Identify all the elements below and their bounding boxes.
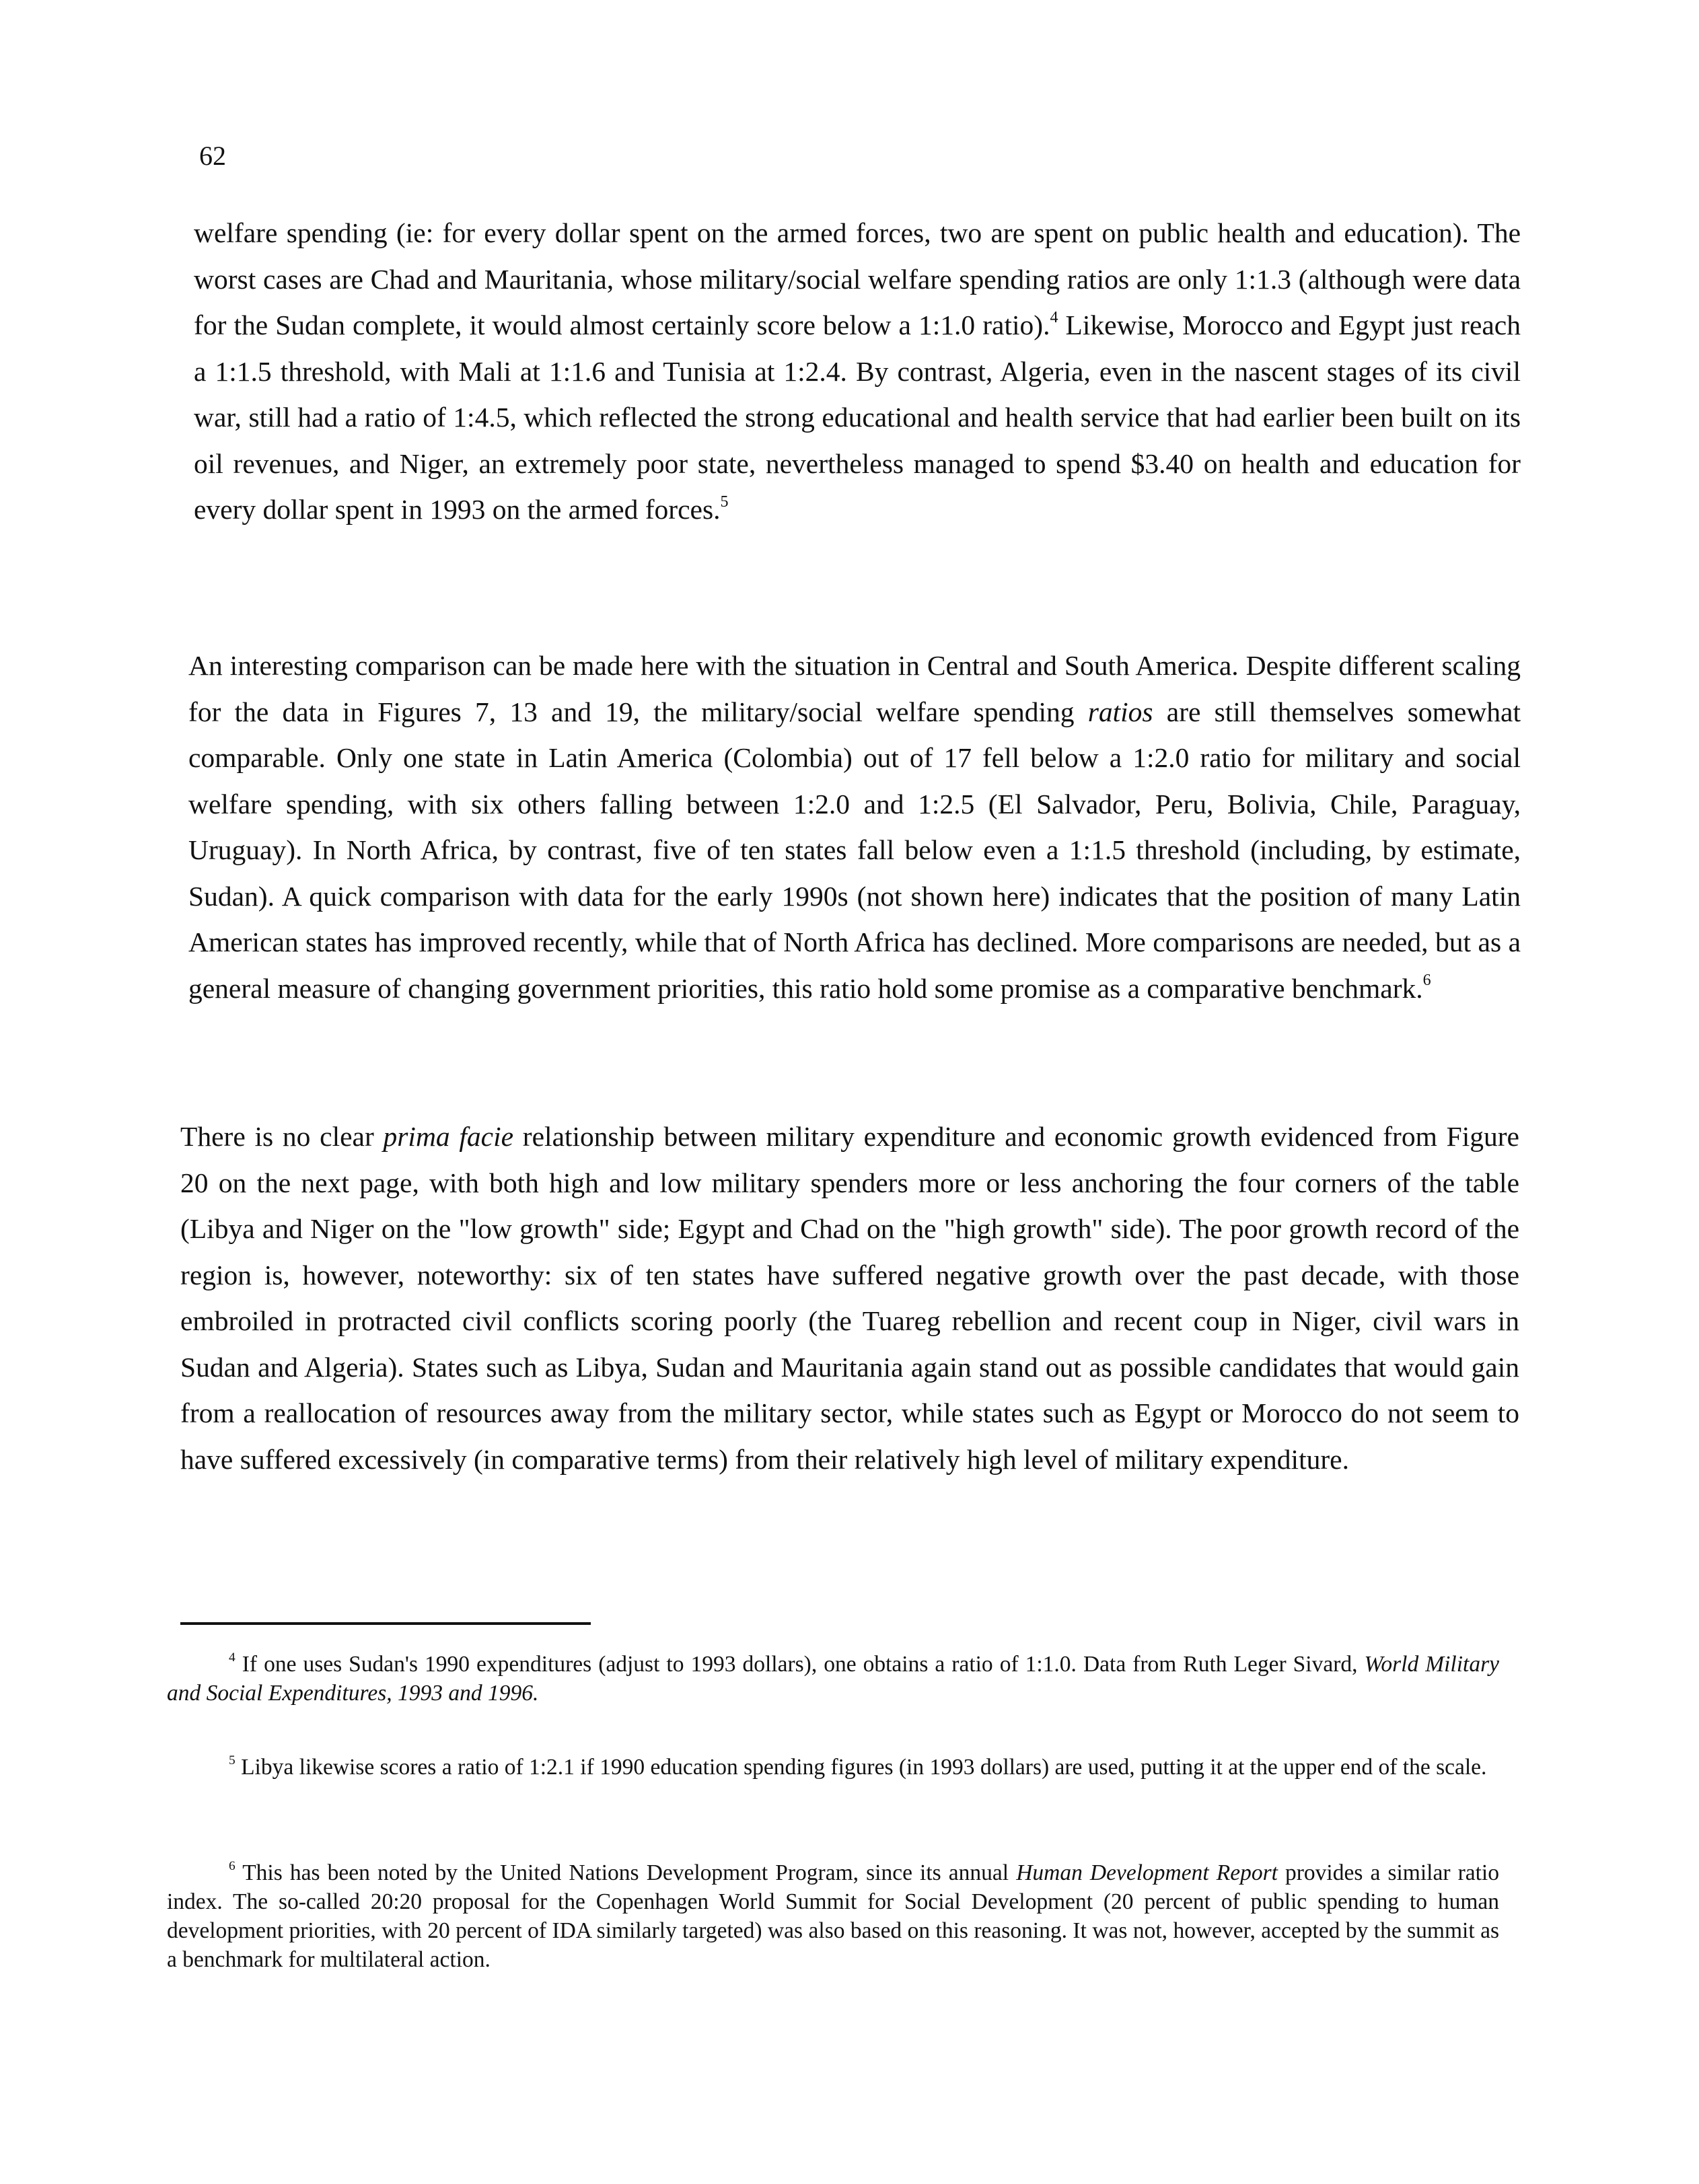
- footnote: [167, 1858, 1499, 1974]
- footnote-text: This has been noted by the United Nations Development Program, since its annual: [235, 1860, 1017, 1885]
- paragraph-text: Likewise, Morocco and Egypt just reach a 1:1.5 threshold, with Mali at 1:1.6 and Tunisia at 1:2.4. By contrast, Algeria, even in the nascent stages of its civil war, still had a ratio of 1:4.5, which reflected the strong educational and health service that had earlier been built on its oil revenues, and Niger, an extremely poor state, nevertheless managed to spend $3.40 on health and education for every dollar spent in 1993 on the armed forces.: [194, 310, 1521, 525]
- footnote-separator: [180, 1622, 591, 1625]
- footnote-reference[interactable]: 4: [1050, 308, 1058, 326]
- footnote-reference[interactable]: 5: [720, 493, 729, 511]
- footnote-citation-title: World Military and Social Expenditures, 1993 and 1996.: [167, 1652, 1500, 1706]
- footnote: [167, 1753, 1499, 1782]
- paragraph-text: relationship between military expenditure and economic growth evidenced from Figure 20 on the next page, with both high and low military spenders more or less anchoring the four corners of the table (Libya and Niger on the "low growth" side; Egypt and Chad on the "high growth" side). The poor growth record of the region is, however, noteworthy: six of ten states have suffered negative growth over the past decade, with those embroiled in protracted civil conflicts scoring poorly (the Tuareg rebellion and recent coup in Niger, civil wars in Sudan and Algeria). States such as Libya, Sudan and Mauritania again stand out as possible candidates that would gain from a reallocation of resources away from the military sector, while states such as Egypt or Morocco do not seem to have suffered excessively (in comparative terms) from their relatively high level of military expenditure.: [180, 1121, 1519, 1475]
- paragraph-text: are still themselves somewhat comparable. Only one state in Latin America (Colombia) out of 17 fell below a 1:2.0 ratio for military and social welfare spending, with six others falling between 1:2.0 and 1:2.5 (El Salvador, Peru, Bolivia, Chile, Paraguay, Uruguay). In North Africa, by contrast, five of ten states fall below even a 1:1.5 threshold (including, by estimate, Sudan). A quick comparison with data for the early 1990s (not shown here) indicates that the position of many Latin American states has improved recently, while that of North Africa has declined. More comparisons are needed, but as a general measure of changing government priorities, this ratio hold some promise as a comparative benchmark.: [188, 696, 1521, 1004]
- body-paragraph: [180, 1114, 1519, 1482]
- footnote-number: 4: [229, 1650, 236, 1665]
- footnote-citation-title: Human Development Report: [1016, 1860, 1278, 1885]
- footnote-text: provides a similar ratio index. The so-called 20:20 proposal for the Copenhagen World Summit for Social Development (20 percent of public spending to human development priorities, with 20 percent of IDA similarly targeted) was also based on this reasoning. It was not, however, accepted by the summit as a benchmark for multilateral action.: [167, 1860, 1499, 1972]
- footnote-reference[interactable]: 6: [1422, 972, 1431, 990]
- body-paragraph: [188, 643, 1521, 1011]
- emphasized-text: prima facie: [383, 1121, 514, 1152]
- paragraph-text: There is no clear: [180, 1121, 384, 1152]
- footnote-number: 6: [229, 1858, 236, 1873]
- paragraph-text: An interesting comparison can be made here with the situation in Central and South America. Despite different scaling for the data in Figures 7, 13 and 19, the military/social welfare spending: [188, 650, 1521, 727]
- footnote-text: Libya likewise scores a ratio of 1:2.1 if 1990 education spending figures (in 1993 dollars) are used, putting it at the upper end of the scale.: [235, 1755, 1487, 1780]
- body-paragraph: [194, 210, 1521, 533]
- footnote: [167, 1650, 1499, 1708]
- page-number: 62: [199, 141, 226, 171]
- paragraph-text: welfare spending (ie: for every dollar spent on the armed forces, two are spent on public health and education). The worst cases are Chad and Mauritania, whose military/social welfare spending ratios are only 1:1.3 (although were data for the Sudan complete, it would almost certainly score below a 1:1.0 ratio).: [194, 217, 1521, 340]
- footnote-text: If one uses Sudan's 1990 expenditures (adjust to 1993 dollars), one obtains a ratio of 1:1.0. Data from Ruth Leger Sivard,: [235, 1652, 1365, 1677]
- emphasized-text: ratios: [1087, 696, 1153, 727]
- footnote-number: 5: [229, 1753, 236, 1768]
